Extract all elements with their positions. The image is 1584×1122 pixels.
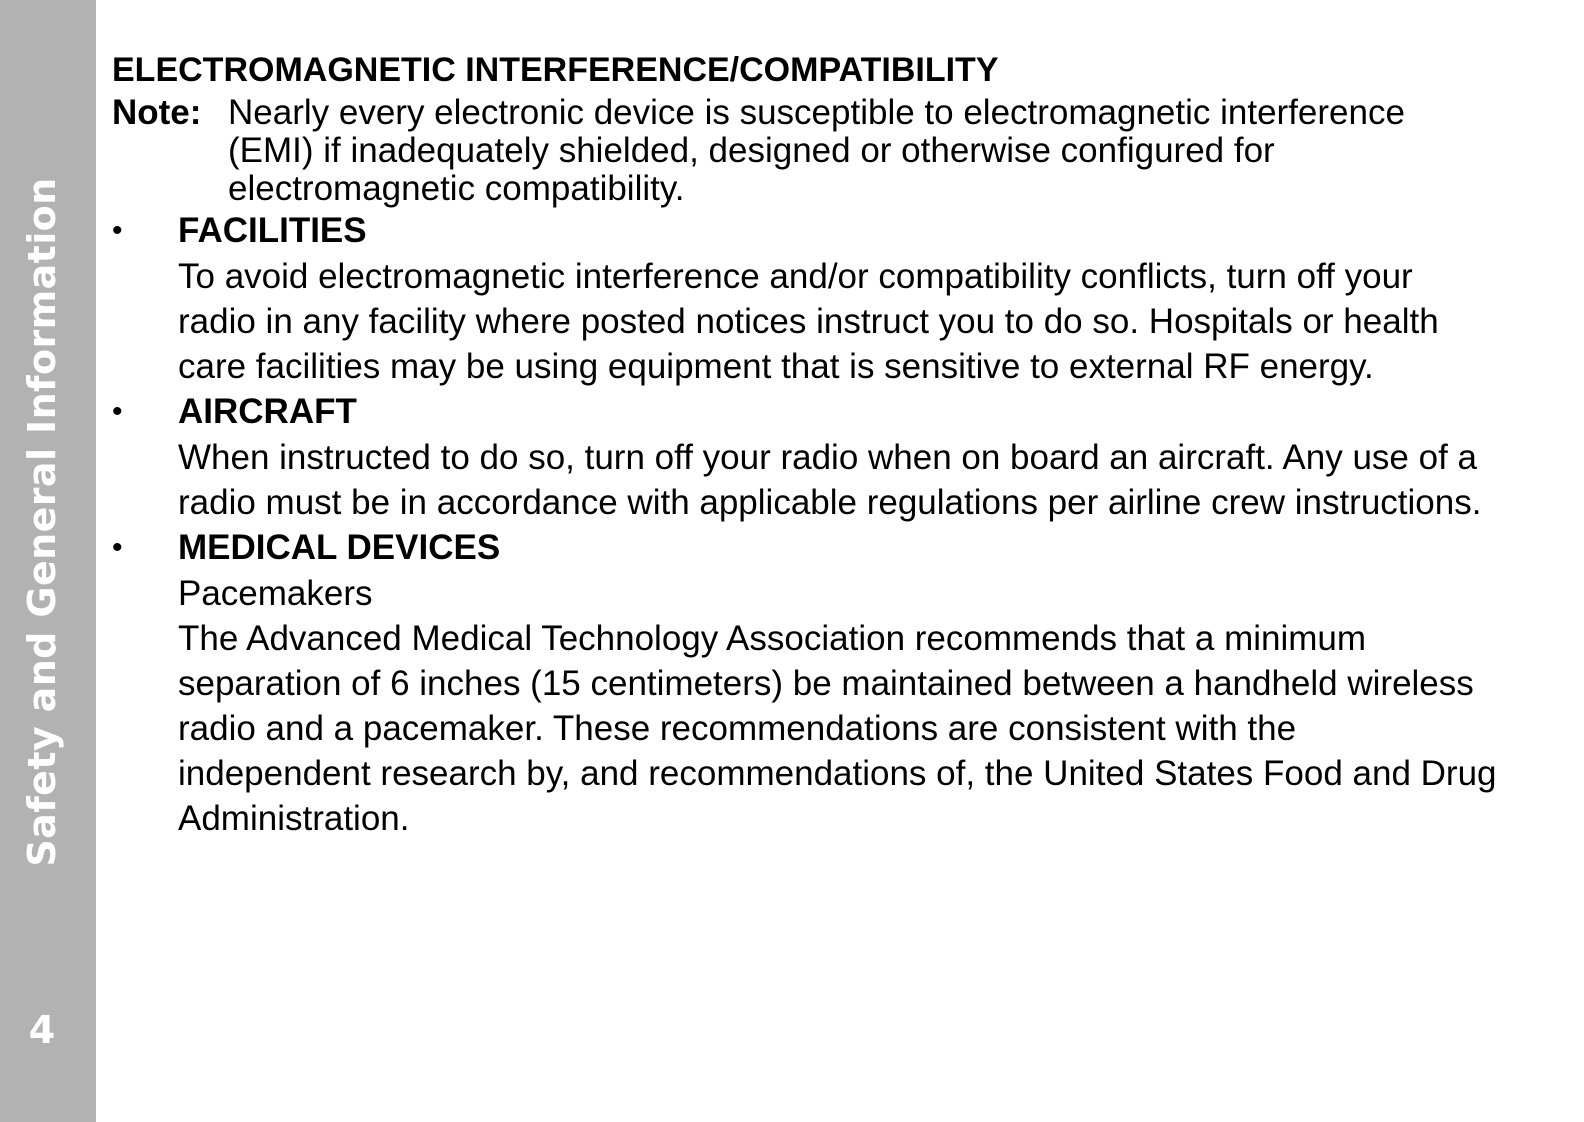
page-number: 4	[28, 1008, 56, 1052]
note-label: Note:	[112, 93, 202, 132]
list-item-paragraph: When instructed to do so, turn off your radio when on board an aircraft. Any use of a radio must be in accordance with applicable regulations per airline crew instructions.	[178, 438, 1482, 522]
section-title: ELECTROMAGNETIC INTERFERENCE/COMPATIBILITY	[112, 51, 999, 89]
note-text: Nearly every electronic device is susceptible to electromagnetic interference (EMI) if inadequately shielded, designed or otherwise configured for electromagnetic compatibility.	[228, 93, 1405, 208]
sidebar-section-title: Safety and General Information	[20, 177, 64, 867]
bullet-icon: •	[112, 531, 123, 564]
note	[112, 94, 1512, 208]
sidebar	[0, 0, 96, 1122]
list-item-heading: MEDICAL DEVICES	[178, 528, 501, 567]
list-item-paragraph: The Advanced Medical Technology Association recommends that a minimum separation of 6 inches (15 centimeters) be maintained between a handheld wireless radio and a pacemaker. These recommendations are consistent with the independent research by, and recommendations of, the United States Food and Drug Administration.	[178, 619, 1497, 838]
list-item-facilities	[112, 208, 1512, 389]
bullet-icon: •	[112, 395, 123, 428]
main-content	[112, 46, 1512, 841]
list-item-aircraft	[112, 389, 1512, 525]
list-item-heading: AIRCRAFT	[178, 392, 357, 431]
list-item-subheading: Pacemakers	[178, 574, 373, 613]
list-item-paragraph: To avoid electromagnetic interference and/or compatibility conflicts, turn off your radio in any facility where posted notices instruct you to do so. Hospitals or health care facilities may be using equipment that is sensitive to external RF energy.	[178, 257, 1439, 386]
list-item-medical-devices	[112, 525, 1512, 841]
list-item-heading: FACILITIES	[178, 211, 367, 250]
bullet-icon: •	[112, 214, 123, 247]
